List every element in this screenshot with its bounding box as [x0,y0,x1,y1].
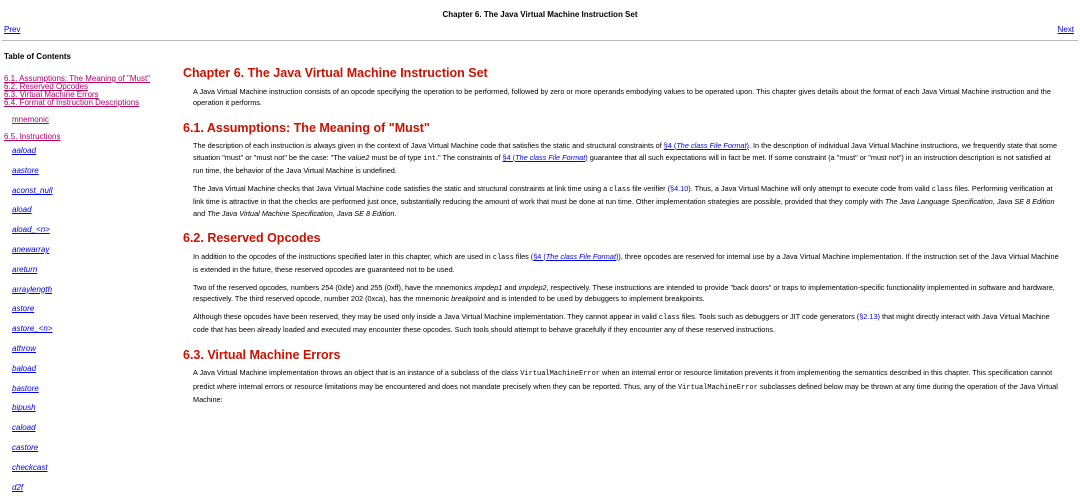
toc-instruction-link[interactable]: checkcast [12,462,48,472]
toc-instruction-link[interactable]: aastore [12,165,39,175]
chapter4-link[interactable]: §4 (The class File Format) [502,152,588,162]
prev-link[interactable]: Prev [4,25,21,34]
toc-instruction-link[interactable]: caload [12,423,36,433]
toc-link-instruction-format[interactable]: 6.4. Format of Instruction Descriptions [4,98,140,107]
chapter4-link[interactable]: §4 (The class File Format) [533,251,619,261]
toc-instruction-link[interactable]: castore [12,442,39,452]
toc-instruction-link[interactable]: bipush [12,403,36,413]
toc-instruction-link[interactable]: aload [12,205,32,215]
toc-instruction-link[interactable]: astore_<n> [12,324,53,334]
toc-instruction-link[interactable]: bastore [12,383,39,393]
toc-link-mnemonic[interactable]: mnemonic [12,115,49,124]
toc-instruction-link[interactable]: aaload [12,146,37,155]
chapter-intro: A Java Virtual Machine instruction consists of an opcode specifying the operation to be performed, followed by zero or more operands embodying values to be operated upon. This chapter gives details about the format of each Java Virtual Machine instruction and the operation it performs. [193,86,1051,107]
section-title: 6.3. Virtual Machine Errors [183,347,341,362]
toc-instruction-link[interactable]: aload_<n> [12,225,50,235]
toc-heading: Table of Contents [4,52,71,61]
toc-link-assumptions[interactable]: 6.1. Assumptions: The Meaning of "Must" [4,74,151,83]
next-link[interactable]: Next [1057,25,1074,34]
section-vm-errors [183,347,1063,406]
section-title: 6.1. Assumptions: The Meaning of "Must" [183,120,430,135]
toc-instruction-link[interactable]: aconst_null [12,185,53,195]
toc-instruction-list [4,141,174,497]
section-reserved-opcodes [183,233,1063,336]
main-content [183,60,1063,412]
toc-link-instructions[interactable]: 6.5. Instructions [4,132,61,141]
paragraph: Two of the reserved opcodes, numbers 254 (0xfe) and 255 (0xff), have the mnemonics impdep1 and impdep2, respectively. These instructions are intended to provide "back doors" or traps to implementation-specific functionality implemented in software and hardware, respectively. The third reserved opcode, number 202 (0xca), has the mnemonic breakpoint and is intended to be used by debuggers to implement breakpoints. [193,282,1055,303]
paragraph: A Java Virtual Machine implementation throws an object that is an instance of a subclass of the class VirtualMachineError when an internal error or resource limitation prevents it from implementing the semantics described in this chapter. This specification cannot predict where internal errors or resource limitations may be encountered and does not mandate precisely when they can be reported. Thus, any of the VirtualMachineError subclasses defined below may be thrown at any time during the operation of the Java Virtual Machine: [193,368,1058,404]
header-divider [2,40,1078,41]
chapter-title: Chapter 6. The Java Virtual Machine Instruction Set [183,66,488,80]
toc-link-vm-errors[interactable]: 6.3. Virtual Machine Errors [4,90,99,99]
toc-instruction-link[interactable]: arraylength [12,284,53,294]
toc-instruction-link[interactable]: astore [12,304,35,314]
toc-link-reserved-opcodes[interactable]: 6.2. Reserved Opcodes [4,82,89,91]
paragraph: The description of each instruction is always given in the context of Java Virtual Machine code that satisfies the static and structural constraints of §4 (The class File Format). In the description of individual Java Virtual Machine instructions, we frequently state that some situation "must" or "must not" be the case: "The value2 must be of type int." The constraints of §4 (The class File Format) guarantee that all such expectations will in fact be met. If some constraint (a "must" or "must not") in an instruction description is not satisfied at run time, the behavior of the Java Virtual Machine is undefined. [193,141,1058,175]
verifier-link[interactable]: §4.10 [670,183,689,193]
paragraph: Although these opcodes have been reserved, they may be used only inside a Java Virtual Machine implementation. They cannot appear in valid class files. Tools such as debuggers or JIT code generators (§2.13) that might directly interact with Java Virtual Machine code that has been already loaded and executed may encounter these opcodes. Such tools should attempt to behave gracefully if they encounter any of these reserved instructions. [193,311,1050,334]
toc-instruction-link[interactable]: baload [12,363,37,373]
toc-instruction-link[interactable]: athrow [12,343,37,353]
paragraph: In addition to the opcodes of the instructions specified later in this chapter, which are used in class files (§4 (The class File Format)), three opcodes are reserved for internal use by a Java Virtual Machine implementation. If the instruction set of the Java Virtual Machine is extended in the future, these reserved opcodes are guaranteed not to be used. [193,251,1059,274]
toc-instruction-link[interactable]: anewarray [12,244,50,254]
toc-instruction-link[interactable]: areturn [12,264,38,274]
toc-section-list [4,75,174,107]
section-assumptions [183,120,1063,220]
paragraph: The Java Virtual Machine checks that Java Virtual Machine code satisfies the static and structural constraints at link time using a class file verifier (§4.10). Thus, a Java Virtual Machine will only attempt to execute code from valid class files. Performing verification at link time is attractive in that the checks are performed just once, substantially reducing the amount of work that must be done at run time. Other implementation strategies are possible, provided that they comply with The Java Language Specification, Java SE 8 Edition and The Java Virtual Machine Specification, Java SE 8 Edition. [193,183,1055,218]
jit-link[interactable]: §2.13 [859,311,878,321]
page-header [0,0,1080,42]
table-of-contents [4,52,174,497]
toc-instruction-link[interactable]: d2f [12,482,24,492]
chapter4-link[interactable]: §4 (The class File Format) [663,141,749,150]
document-title: Chapter 6. The Java Virtual Machine Instruction Set [442,10,638,19]
section-title: 6.2. Reserved Opcodes [183,231,321,245]
